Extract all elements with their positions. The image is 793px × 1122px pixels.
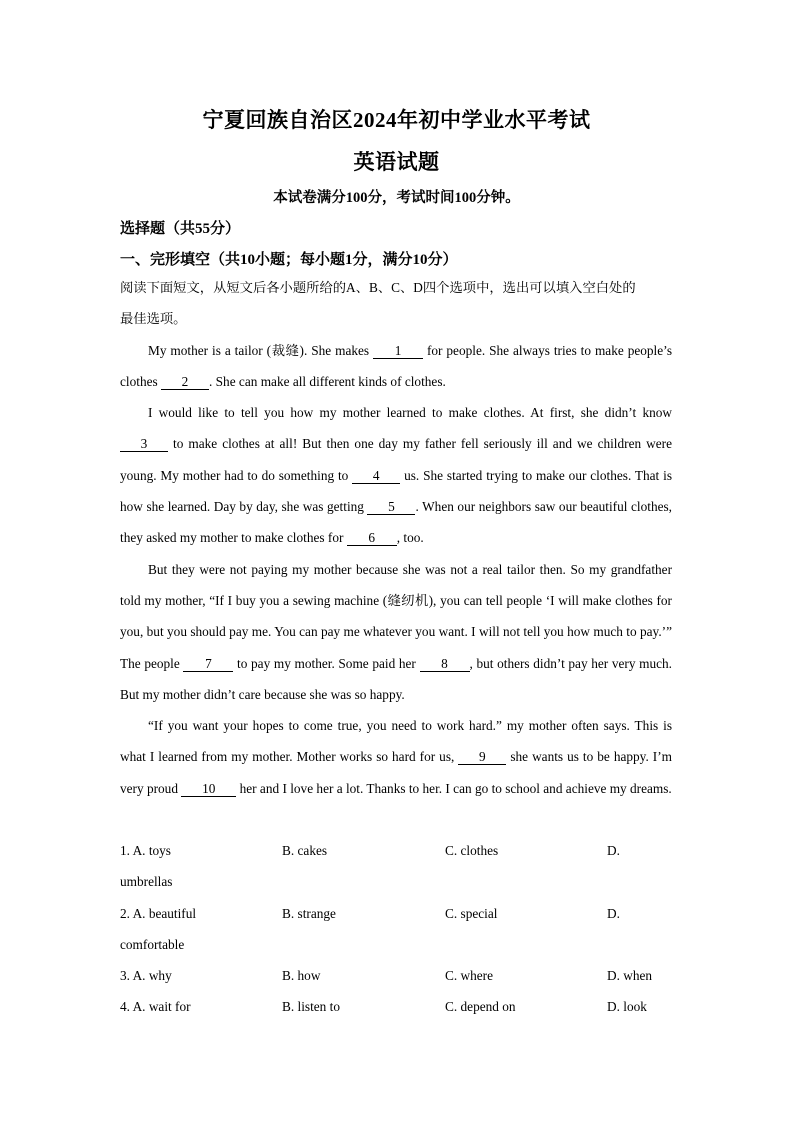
passage-text: she wants us to be happy. I’m very proud bbox=[120, 749, 672, 796]
passage-text: . She can make all different kinds of clothes. bbox=[209, 373, 446, 389]
passage-text: My mother is a tailor (裁缝). She makes bbox=[148, 342, 374, 358]
blank-3: 3 bbox=[120, 436, 168, 452]
question-2-wrap bbox=[120, 929, 680, 960]
option-a: 4. A. wait for bbox=[120, 999, 191, 1015]
option-d: D. when bbox=[607, 968, 653, 984]
exam-title: 宁夏回族自治区2024年初中学业水平考试 bbox=[202, 108, 591, 132]
option-d: D. bbox=[607, 843, 620, 858]
option-a: 2. A. beautiful bbox=[120, 905, 197, 921]
option-b: B. how bbox=[282, 968, 321, 984]
option-c: C. clothes bbox=[445, 843, 499, 858]
exam-note: 本试卷满分100分，考试时间100分钟。 bbox=[273, 190, 520, 206]
question-3 bbox=[120, 960, 680, 991]
blank-1: 1 bbox=[373, 343, 423, 359]
passage-paragraph-1 bbox=[120, 335, 672, 398]
option-d-text: comfortable bbox=[120, 936, 185, 952]
passage bbox=[120, 272, 672, 804]
question-1 bbox=[120, 835, 680, 866]
question-4 bbox=[120, 991, 680, 1022]
option-c: C. depend on bbox=[445, 999, 516, 1015]
section-choice-heading: 选择题（共55分） bbox=[120, 221, 241, 237]
option-c: C. special bbox=[445, 905, 498, 921]
blank-10: 10 bbox=[181, 781, 236, 797]
instructions-line1: 阅读下面短文，从短文后各小题所给的A、B、C、D四个选项中，选出可以填入空白处的 bbox=[120, 280, 636, 295]
passage-text: to make clothes at all! But then one day my father fell seriously ill and we children were young. My mother had to do something to bbox=[120, 436, 672, 483]
blank-7: 7 bbox=[183, 656, 233, 672]
blank-5: 5 bbox=[367, 499, 415, 515]
blank-6: 6 bbox=[347, 530, 397, 546]
instructions bbox=[120, 272, 672, 335]
passage-text: , too. bbox=[396, 530, 424, 546]
question-options bbox=[120, 835, 680, 1023]
blank-4: 4 bbox=[352, 468, 400, 484]
option-d-text: umbrellas bbox=[120, 874, 173, 890]
option-d: D. bbox=[607, 905, 620, 921]
passage-text: to pay my mother. Some paid her bbox=[233, 655, 420, 671]
exam-subtitle: 英语试题 bbox=[353, 150, 440, 174]
section-cloze-heading: 一、完形填空（共10小题；每小题1分，满分10分） bbox=[120, 252, 458, 268]
passage-text: , but others didn’t pay her very much. But my mother didn’t care because she was so happy. bbox=[120, 655, 672, 702]
option-c: C. where bbox=[445, 968, 493, 984]
option-a: 1. A. toys bbox=[120, 843, 171, 858]
option-a: 3. A. why bbox=[120, 968, 172, 984]
passage-text: But they were not paying my mother because she was not a real tailor then. So my grandfather told my mother, “If I buy you a sewing machine (缝纫机), you can tell people ‘I will make clothes for you, but you should pay me. You can pay me whatever you want. I will not tell you how much to pay.’” The people bbox=[120, 561, 672, 671]
passage-text: . When our neighbors saw our beautiful clothes, they asked my mother to make clothes for bbox=[120, 499, 672, 546]
passage-paragraph-3 bbox=[120, 554, 672, 710]
blank-8: 8 bbox=[420, 656, 470, 672]
passage-text: us. She started trying to make our clothes. That is how she learned. Day by day, she was getting bbox=[120, 467, 672, 515]
passage-text: for people. She always tries to make people’s clothes bbox=[120, 342, 673, 389]
question-2 bbox=[120, 898, 680, 929]
question-1-wrap bbox=[120, 866, 680, 897]
passage-paragraph-4 bbox=[120, 710, 672, 804]
passage-text: I would like to tell you how my mother learned to make clothes. At first, she didn’t know bbox=[148, 405, 672, 421]
passage-text: her and I love her a lot. Thanks to her. I can go to school and achieve my dreams. bbox=[236, 780, 672, 796]
option-b: B. listen to bbox=[282, 999, 340, 1015]
option-d: D. look bbox=[607, 999, 647, 1015]
blank-2: 2 bbox=[161, 374, 209, 390]
option-b: B. cakes bbox=[282, 843, 328, 858]
passage-paragraph-2 bbox=[120, 397, 672, 553]
passage-text: “If you want your hopes to come true, you need to work hard.” my mother often says. This is what I learned from my mother. Mother works so hard for us, bbox=[120, 718, 672, 765]
option-b: B. strange bbox=[282, 905, 336, 921]
blank-9: 9 bbox=[458, 749, 506, 765]
instructions-line2: 最佳选项。 bbox=[120, 311, 187, 327]
